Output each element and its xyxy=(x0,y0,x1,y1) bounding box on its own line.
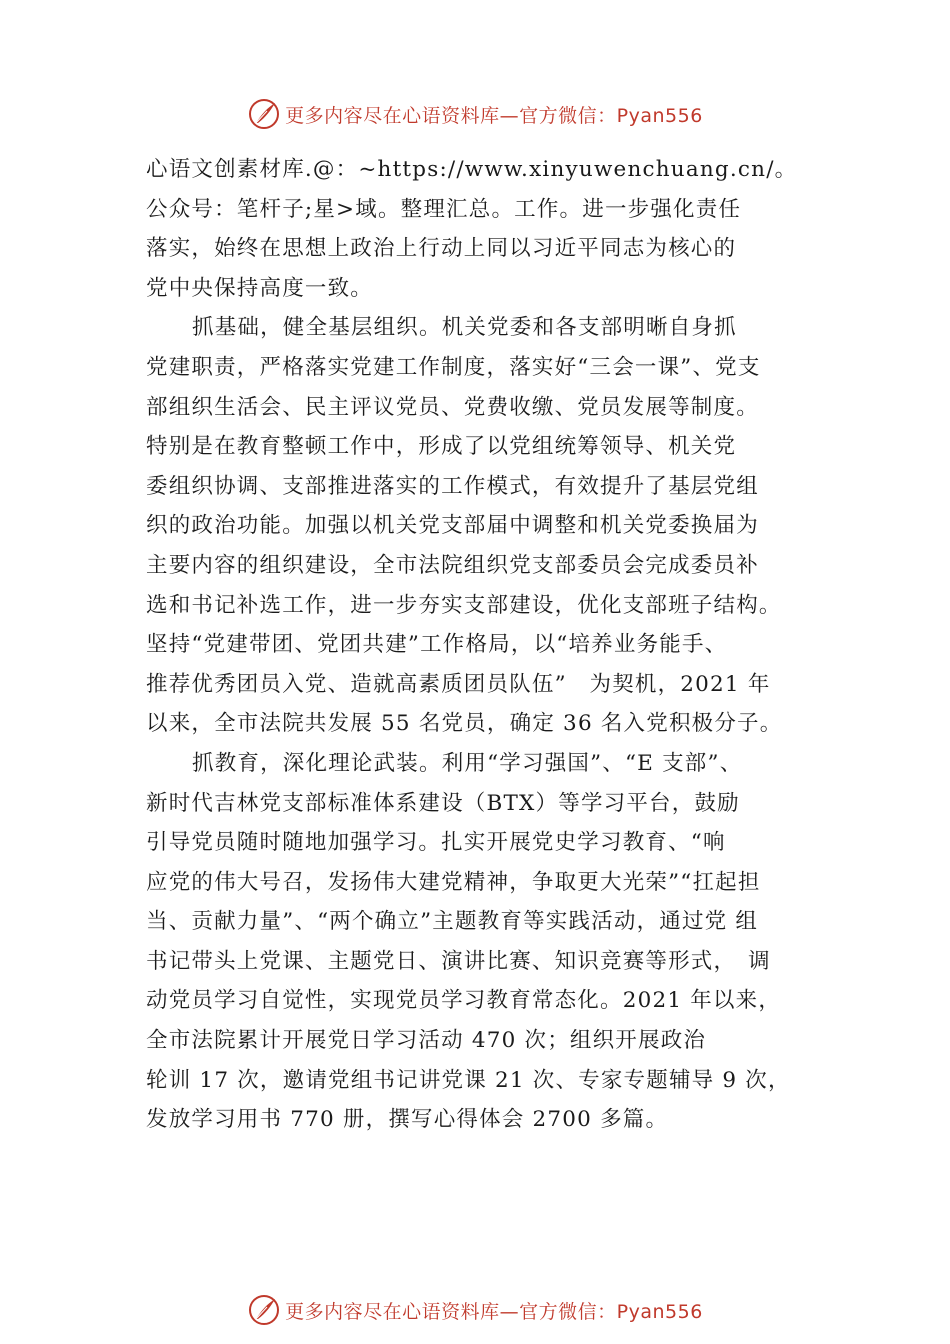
body-line: 引导党员随时随地加强学习。扎实开展党史学习教育、“响 xyxy=(146,830,726,856)
header-banner xyxy=(0,94,950,134)
feather-pen-circle-icon xyxy=(247,97,281,131)
document-body xyxy=(146,150,836,1140)
body-line: 党建职责，严格落实党建工作制度，落实好“三会一课”、党支 xyxy=(146,354,761,380)
body-line: 发放学习用书 770 册，撰写心得体会 2700 多篇。 xyxy=(146,1107,669,1133)
footer-banner-text: 更多内容尽在心语资料库—官方微信：Pyan556 xyxy=(285,1300,703,1323)
body-line: 书记带头上党课、主题党日、演讲比赛、知识竞赛等形式， 调 xyxy=(146,948,771,974)
header-banner-text: 更多内容尽在心语资料库—官方微信：Pyan556 xyxy=(285,104,703,127)
body-line: 新时代吉林党支部标准体系建设（BTX）等学习平台，鼓励 xyxy=(146,790,740,816)
body-line: 动党员学习自觉性，实现党员学习教育常态化。2021 年以来， xyxy=(146,988,782,1014)
body-line: 轮训 17 次，邀请党组书记讲党课 21 次、专家专题辅导 9 次， xyxy=(146,1067,791,1093)
body-line: 委组织协调、支部推进落实的工作模式，有效提升了基层党组 xyxy=(146,473,759,499)
body-line: 特别是在教育整顿工作中，形成了以党组统筹领导、机关党 xyxy=(146,434,737,460)
body-line: 公众号：笔杆子;星>域。整理汇总。工作。进一步强化责任 xyxy=(146,196,742,222)
body-line: 心语文创素材库.@：~https://www.xinyuwenchuang.cn/。 xyxy=(146,157,798,182)
body-line: 落实，始终在思想上政治上行动上同以习近平同志为核心的 xyxy=(146,236,737,262)
feather-pen-circle-icon xyxy=(247,1293,281,1327)
paragraph-start-line: 抓教育，深化理论武装。利用“学习强国”、“E 支部”、 xyxy=(192,750,743,776)
body-line: 主要内容的组织建设，全市法院组织党支部委员会完成委员补 xyxy=(146,552,759,578)
body-line: 当、贡献力量”、“两个确立”主题教育等实践活动，通过党 组 xyxy=(146,909,759,935)
body-line: 全市法院累计开展党日学习活动 470 次；组织开展政治 xyxy=(146,1028,707,1054)
body-line: 选和书记补选工作，进一步夯实支部建设，优化支部班子结构。 xyxy=(146,592,782,618)
body-line: 部组织生活会、民主评议党员、党费收缴、党员发展等制度。 xyxy=(146,394,759,420)
body-line: 坚持“党建带团、党团共建”工作格局，以“培养业务能手、 xyxy=(146,632,728,658)
footer-banner xyxy=(0,1290,950,1330)
body-line: 以来，全市法院共发展 55 名党员，确定 36 名入党积极分子。 xyxy=(146,711,783,737)
body-line: 推荐优秀团员入党、造就高素质团员队伍” 为契机，2021 年 xyxy=(146,671,771,697)
body-line: 织的政治功能。加强以机关党支部届中调整和机关党委换届为 xyxy=(146,513,759,539)
body-line: 应党的伟大号召，发扬伟大建党精神，争取更大光荣”“扛起担 xyxy=(146,869,761,895)
paragraph-start-line: 抓基础，健全基层组织。机关党委和各支部明晰自身抓 xyxy=(192,315,737,341)
body-line: 党中央保持高度一致。 xyxy=(146,275,374,301)
